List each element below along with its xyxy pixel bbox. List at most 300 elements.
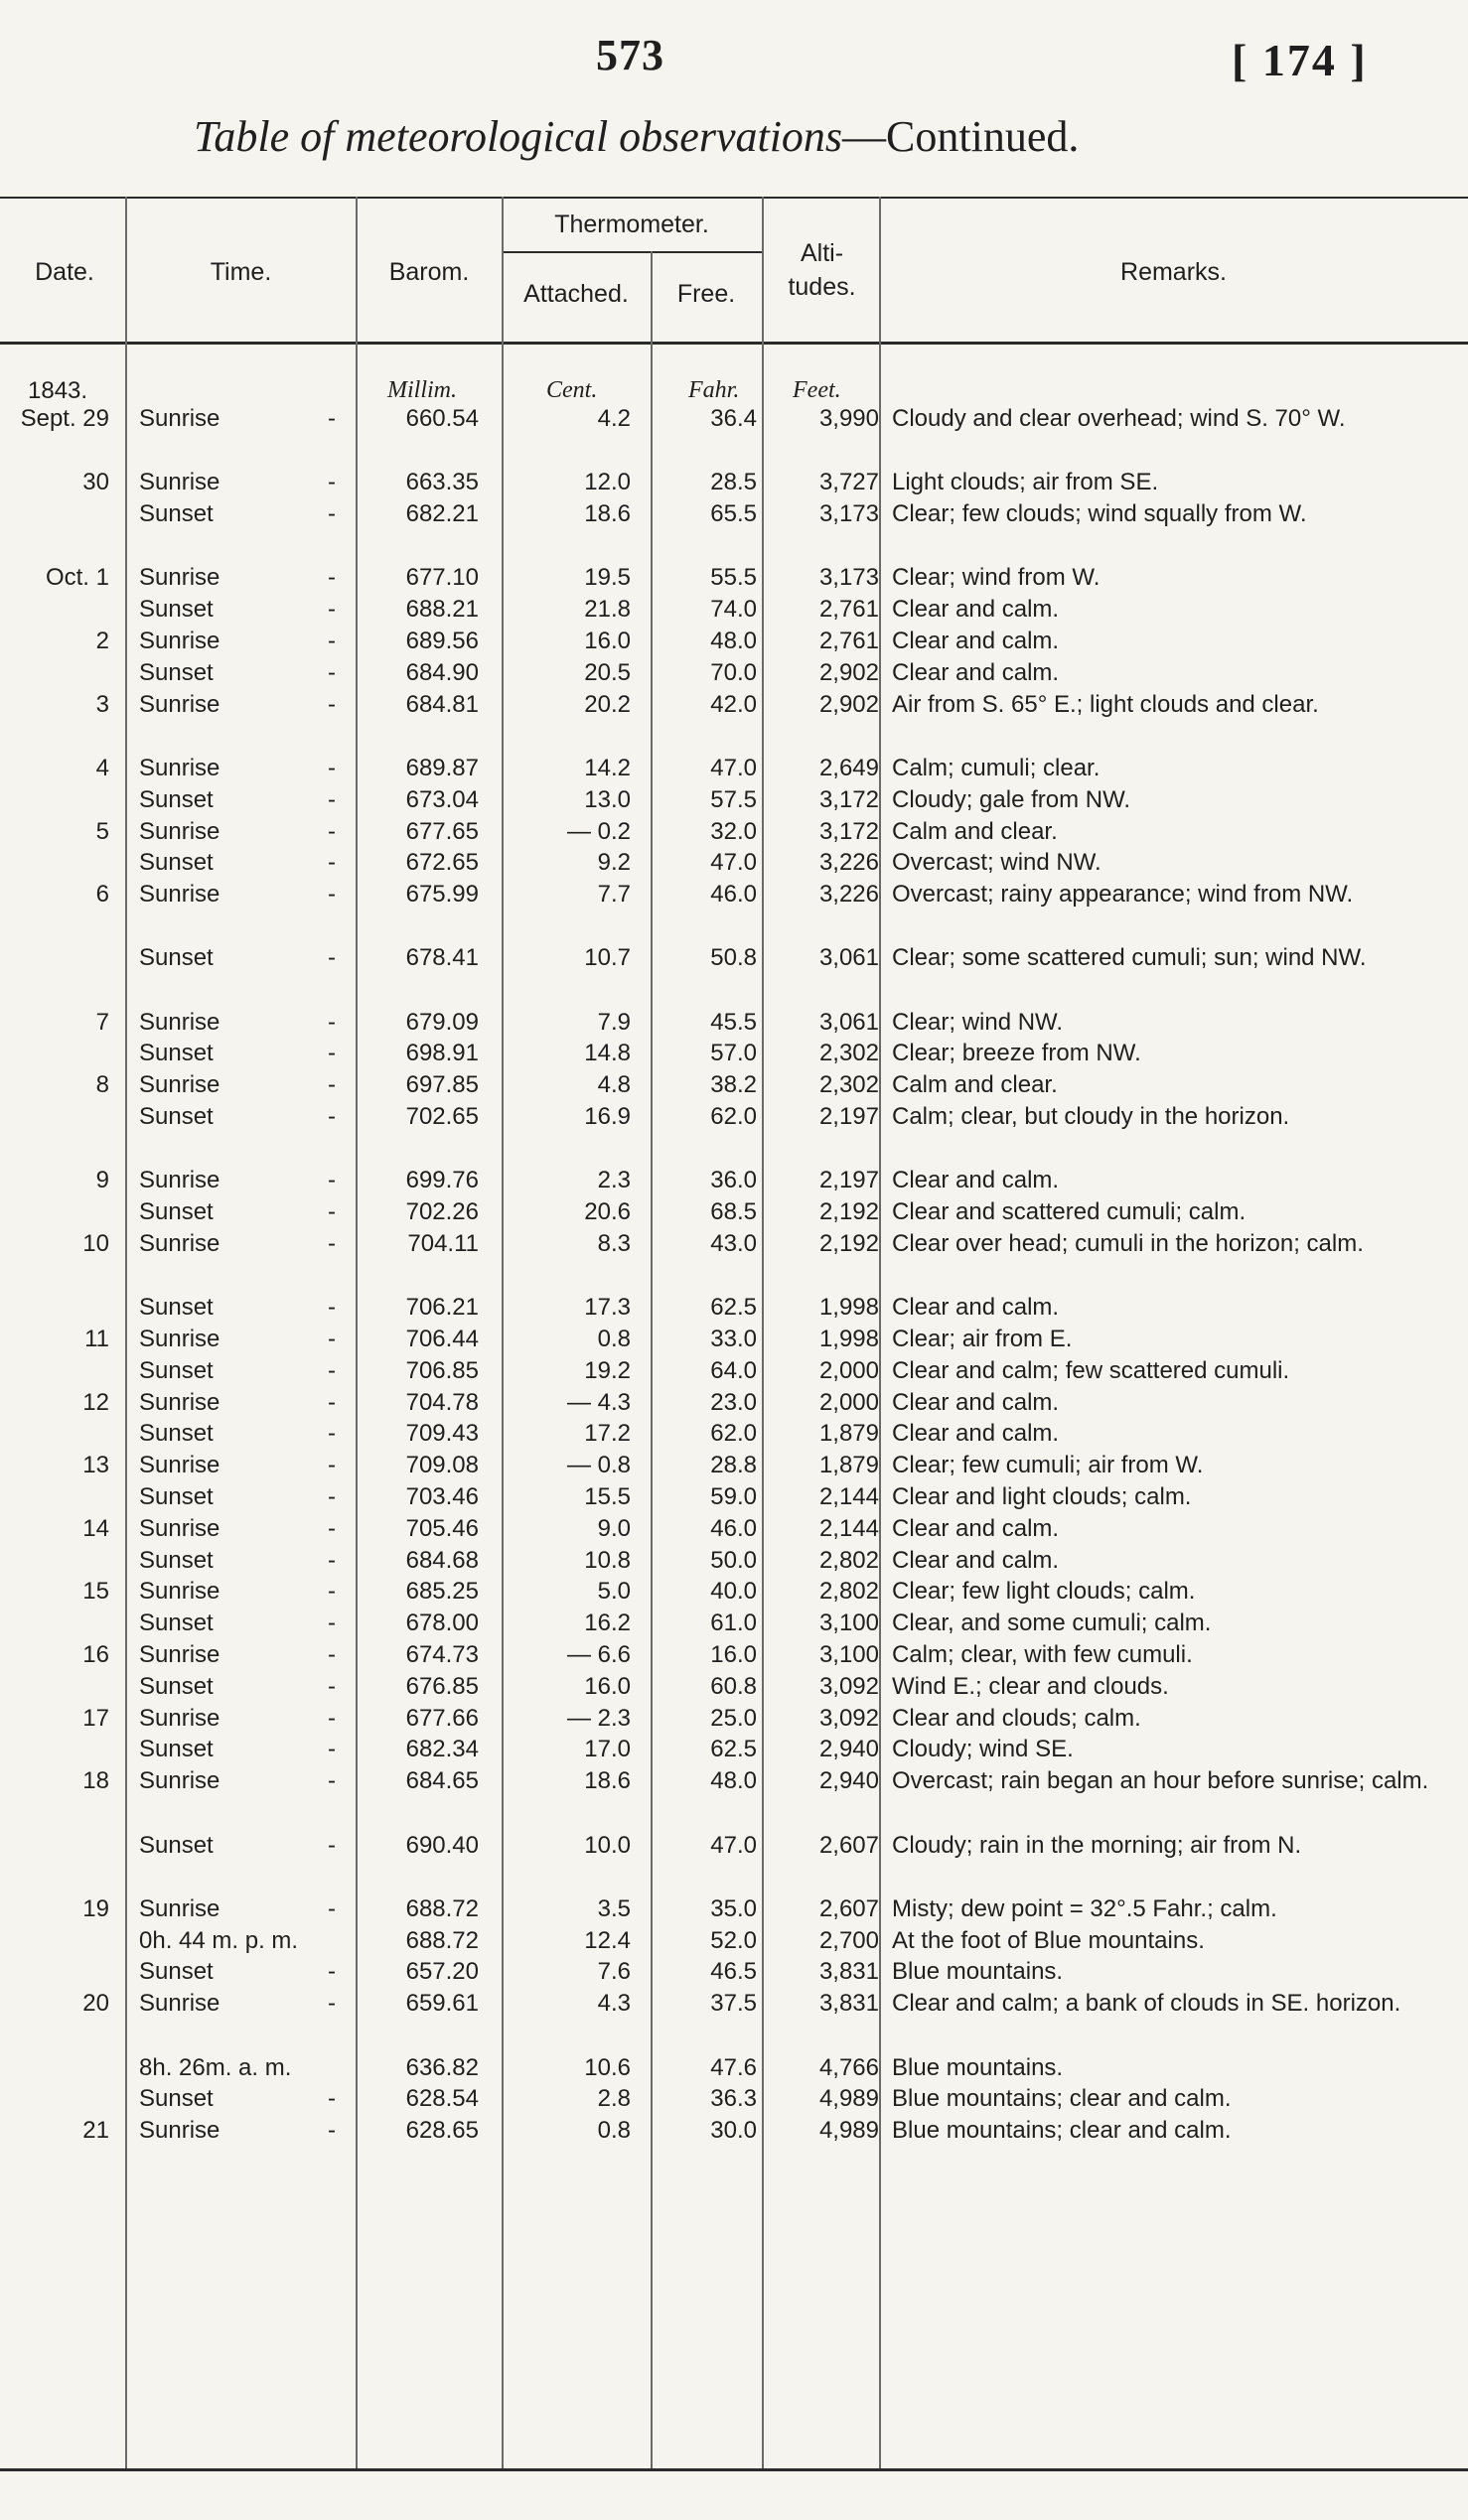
row-barometer: 678.00 bbox=[405, 1610, 479, 1636]
row-time: Sunrise bbox=[139, 1071, 220, 1098]
observations-table bbox=[0, 197, 1468, 2480]
row-time: Sunset bbox=[139, 1040, 214, 1066]
units-year: 1843. bbox=[28, 377, 88, 404]
row-thermometer-free: 23.0 bbox=[710, 1389, 757, 1416]
header-time: Time. bbox=[210, 258, 272, 286]
units-attached: Cent. bbox=[546, 377, 598, 403]
row-date: 21 bbox=[82, 2117, 109, 2144]
row-thermometer-free: 62.5 bbox=[710, 1294, 757, 1321]
row-dash: - bbox=[328, 1326, 336, 1352]
row-time: Sunset bbox=[139, 1294, 214, 1321]
row-time: Sunrise bbox=[139, 1705, 220, 1732]
page-number: 573 bbox=[596, 31, 664, 79]
row-dash: - bbox=[328, 2085, 336, 2112]
row-thermometer-attached: — 0.2 bbox=[566, 818, 631, 845]
row-thermometer-attached: 19.2 bbox=[584, 1357, 631, 1384]
row-thermometer-free: 62.0 bbox=[710, 1103, 757, 1130]
row-barometer: 675.99 bbox=[405, 881, 479, 908]
row-dash: - bbox=[328, 1103, 336, 1130]
row-barometer: 679.09 bbox=[405, 1009, 479, 1036]
row-thermometer-attached: 12.0 bbox=[584, 469, 631, 495]
row-thermometer-free: 25.0 bbox=[710, 1705, 757, 1732]
row-thermometer-free: 70.0 bbox=[710, 659, 757, 686]
row-time: Sunrise bbox=[139, 1326, 220, 1352]
title-continued: —Continued. bbox=[842, 112, 1080, 161]
row-dash: - bbox=[328, 405, 336, 432]
row-dash: - bbox=[328, 1895, 336, 1922]
row-altitude: 2,607 bbox=[818, 1832, 879, 1859]
header-date: Date. bbox=[35, 258, 94, 286]
row-barometer: 706.85 bbox=[405, 1357, 479, 1384]
row-altitude: 3,172 bbox=[818, 818, 879, 845]
row-altitude: 3,172 bbox=[818, 786, 879, 813]
row-barometer: 682.34 bbox=[405, 1736, 479, 1762]
row-time: Sunrise bbox=[139, 1389, 220, 1416]
row-barometer: 684.90 bbox=[405, 659, 479, 686]
row-time: 8h. 26m. a. m. bbox=[139, 2054, 292, 2081]
row-thermometer-free: 42.0 bbox=[710, 691, 757, 718]
row-remarks: Light clouds; air from SE. bbox=[892, 469, 1159, 495]
row-time: Sunset bbox=[139, 1198, 214, 1225]
row-remarks: Calm; clear, but cloudy in the horizon. bbox=[892, 1103, 1290, 1130]
row-time: Sunrise bbox=[139, 1515, 220, 1542]
row-altitude: 3,173 bbox=[818, 500, 879, 527]
row-dash: - bbox=[328, 1483, 336, 1510]
row-remarks: Blue mountains. bbox=[892, 1958, 1064, 1985]
units-barom: Millim. bbox=[387, 377, 457, 403]
row-remarks: Wind E.; clear and clouds. bbox=[892, 1673, 1169, 1700]
row-dash: - bbox=[328, 1420, 336, 1447]
col-divider bbox=[762, 197, 764, 2468]
row-barometer: 677.66 bbox=[405, 1705, 479, 1732]
row-dash: - bbox=[328, 944, 336, 971]
row-altitude: 4,989 bbox=[818, 2117, 879, 2144]
row-barometer: 704.11 bbox=[407, 1230, 479, 1257]
row-date: 12 bbox=[82, 1389, 109, 1416]
row-thermometer-free: 37.5 bbox=[710, 1990, 757, 2017]
row-remarks: Clear, and some cumuli; calm. bbox=[892, 1610, 1212, 1636]
row-barometer: 674.73 bbox=[405, 1641, 479, 1668]
row-dash: - bbox=[328, 1357, 336, 1384]
row-thermometer-free: 30.0 bbox=[710, 2117, 757, 2144]
row-remarks: Blue mountains. bbox=[892, 2054, 1064, 2081]
row-remarks: Clear and calm. bbox=[892, 1420, 1060, 1447]
row-altitude: 3,092 bbox=[818, 1673, 879, 1700]
row-altitude: 3,831 bbox=[818, 1958, 879, 1985]
header-bottom-rule bbox=[0, 342, 1468, 345]
row-time: Sunset bbox=[139, 1832, 214, 1859]
row-thermometer-attached: 0.8 bbox=[597, 1326, 631, 1352]
row-barometer: 698.91 bbox=[405, 1040, 479, 1066]
row-remarks: Clear and calm. bbox=[892, 1167, 1060, 1193]
row-date: 11 bbox=[84, 1326, 109, 1352]
row-thermometer-free: 36.0 bbox=[710, 1167, 757, 1193]
row-altitude: 3,173 bbox=[818, 564, 879, 591]
row-remarks: Clear and calm. bbox=[892, 596, 1060, 623]
row-thermometer-attached: 20.2 bbox=[584, 691, 631, 718]
row-barometer: 685.25 bbox=[405, 1578, 479, 1605]
row-thermometer-free: 74.0 bbox=[710, 596, 757, 623]
row-thermometer-attached: 10.7 bbox=[584, 944, 631, 971]
row-dash: - bbox=[328, 1767, 336, 1794]
row-barometer: 688.72 bbox=[405, 1895, 479, 1922]
row-time: 0h. 44 m. p. m. bbox=[139, 1927, 299, 1954]
row-thermometer-attached: 2.8 bbox=[597, 2085, 631, 2112]
row-thermometer-attached: 2.3 bbox=[597, 1167, 631, 1193]
row-barometer: 697.85 bbox=[405, 1071, 479, 1098]
row-altitude: 2,940 bbox=[818, 1736, 879, 1762]
row-dash: - bbox=[328, 628, 336, 654]
row-barometer: 677.10 bbox=[405, 564, 479, 591]
row-time: Sunrise bbox=[139, 2117, 220, 2144]
row-date: 30 bbox=[82, 469, 109, 495]
row-thermometer-free: 47.6 bbox=[710, 2054, 757, 2081]
row-thermometer-attached: 9.0 bbox=[597, 1515, 631, 1542]
row-time: Sunset bbox=[139, 659, 214, 686]
row-thermometer-attached: 12.4 bbox=[584, 1927, 631, 1954]
row-remarks: Clear and calm. bbox=[892, 628, 1060, 654]
row-remarks: Cloudy; wind SE. bbox=[892, 1736, 1074, 1762]
row-thermometer-attached: — 6.6 bbox=[566, 1641, 631, 1668]
row-altitude: 1,998 bbox=[818, 1326, 879, 1352]
row-thermometer-free: 43.0 bbox=[710, 1230, 757, 1257]
row-time: Sunset bbox=[139, 786, 214, 813]
row-thermometer-attached: 4.2 bbox=[597, 405, 631, 432]
row-thermometer-attached: 13.0 bbox=[584, 786, 631, 813]
row-time: Sunrise bbox=[139, 405, 220, 432]
row-thermometer-free: 62.0 bbox=[710, 1420, 757, 1447]
row-altitude: 2,000 bbox=[818, 1389, 879, 1416]
row-remarks: Clear; air from E. bbox=[892, 1326, 1073, 1352]
row-remarks: Clear and calm. bbox=[892, 1515, 1060, 1542]
row-remarks: Clear and calm; a bank of clouds in SE. horizon. bbox=[892, 1990, 1401, 2017]
row-altitude: 2,192 bbox=[818, 1198, 879, 1225]
row-thermometer-attached: 10.6 bbox=[584, 2054, 631, 2081]
row-time: Sunrise bbox=[139, 1452, 220, 1478]
row-thermometer-free: 55.5 bbox=[710, 564, 757, 591]
row-dash: - bbox=[328, 1958, 336, 1985]
row-thermometer-free: 48.0 bbox=[710, 1767, 757, 1794]
row-thermometer-free: 57.5 bbox=[710, 786, 757, 813]
row-altitude: 3,990 bbox=[818, 405, 879, 432]
row-remarks: Overcast; wind NW. bbox=[892, 849, 1101, 876]
row-thermometer-free: 62.5 bbox=[710, 1736, 757, 1762]
row-thermometer-attached: 17.2 bbox=[584, 1420, 631, 1447]
row-dash: - bbox=[328, 469, 336, 495]
row-thermometer-attached: 10.0 bbox=[584, 1832, 631, 1859]
row-remarks: Overcast; rainy appearance; wind from NW. bbox=[892, 881, 1354, 908]
row-dash: - bbox=[328, 1832, 336, 1859]
row-dash: - bbox=[328, 1452, 336, 1478]
row-remarks: Clear; wind from W. bbox=[892, 564, 1101, 591]
row-thermometer-attached: 4.3 bbox=[597, 1990, 631, 2017]
row-thermometer-attached: 16.0 bbox=[584, 628, 631, 654]
row-altitude: 2,649 bbox=[818, 755, 879, 781]
row-remarks: Misty; dew point = 32°.5 Fahr.; calm. bbox=[892, 1895, 1277, 1922]
row-date: 2 bbox=[95, 628, 109, 654]
col-divider bbox=[125, 197, 127, 2468]
row-altitude: 2,197 bbox=[818, 1167, 879, 1193]
row-thermometer-free: 59.0 bbox=[710, 1483, 757, 1510]
row-thermometer-attached: — 2.3 bbox=[566, 1705, 631, 1732]
row-barometer: 677.65 bbox=[405, 818, 479, 845]
row-dash: - bbox=[328, 786, 336, 813]
row-barometer: 628.65 bbox=[405, 2117, 479, 2144]
row-barometer: 702.26 bbox=[405, 1198, 479, 1225]
row-time: Sunrise bbox=[139, 1990, 220, 2017]
row-altitude: 2,761 bbox=[818, 596, 879, 623]
row-barometer: 690.40 bbox=[405, 1832, 479, 1859]
row-time: Sunset bbox=[139, 1357, 214, 1384]
row-altitude: 2,192 bbox=[818, 1230, 879, 1257]
row-altitude: 2,940 bbox=[818, 1767, 879, 1794]
row-thermometer-attached: 0.8 bbox=[597, 2117, 631, 2144]
row-time: Sunrise bbox=[139, 1009, 220, 1036]
row-date: 7 bbox=[95, 1009, 109, 1036]
table-top-rule bbox=[0, 197, 1468, 199]
row-thermometer-attached: 14.8 bbox=[584, 1040, 631, 1066]
row-dash: - bbox=[328, 1515, 336, 1542]
row-remarks: Blue mountains; clear and calm. bbox=[892, 2085, 1232, 2112]
row-date: 9 bbox=[95, 1167, 109, 1193]
row-dash: - bbox=[328, 849, 336, 876]
row-date: Oct. 1 bbox=[45, 564, 109, 591]
row-remarks: Clear; breeze from NW. bbox=[892, 1040, 1141, 1066]
row-time: Sunrise bbox=[139, 628, 220, 654]
row-thermometer-attached: 5.0 bbox=[597, 1578, 631, 1605]
row-altitude: 2,302 bbox=[818, 1040, 879, 1066]
row-dash: - bbox=[328, 1673, 336, 1700]
row-thermometer-free: 45.5 bbox=[710, 1009, 757, 1036]
row-date: 19 bbox=[82, 1895, 109, 1922]
row-thermometer-free: 32.0 bbox=[710, 818, 757, 845]
row-remarks: Clear; few light clouds; calm. bbox=[892, 1578, 1196, 1605]
row-remarks: Air from S. 65° E.; light clouds and clear. bbox=[892, 691, 1319, 718]
row-date: 16 bbox=[82, 1641, 109, 1668]
header-thermometer: Thermometer. bbox=[554, 210, 709, 238]
row-thermometer-free: 57.0 bbox=[710, 1040, 757, 1066]
row-thermometer-free: 68.5 bbox=[710, 1198, 757, 1225]
row-altitude: 2,144 bbox=[818, 1515, 879, 1542]
row-dash: - bbox=[328, 1578, 336, 1605]
row-dash: - bbox=[328, 596, 336, 623]
row-remarks: Cloudy and clear overhead; wind S. 70° W. bbox=[892, 405, 1346, 432]
row-remarks: Clear and calm. bbox=[892, 1294, 1060, 1321]
row-altitude: 1,879 bbox=[818, 1420, 879, 1447]
row-time: Sunrise bbox=[139, 1641, 220, 1668]
row-thermometer-free: 35.0 bbox=[710, 1895, 757, 1922]
row-thermometer-attached: 16.0 bbox=[584, 1673, 631, 1700]
row-barometer: 702.65 bbox=[405, 1103, 479, 1130]
row-dash: - bbox=[328, 881, 336, 908]
row-remarks: Clear; some scattered cumuli; sun; wind NW. bbox=[892, 944, 1367, 971]
row-thermometer-attached: — 4.3 bbox=[566, 1389, 631, 1416]
row-time: Sunrise bbox=[139, 755, 220, 781]
row-altitude: 3,100 bbox=[818, 1641, 879, 1668]
row-time: Sunset bbox=[139, 1610, 214, 1636]
row-time: Sunrise bbox=[139, 818, 220, 845]
row-thermometer-free: 60.8 bbox=[710, 1673, 757, 1700]
row-thermometer-attached: — 0.8 bbox=[566, 1452, 631, 1478]
row-date: 10 bbox=[82, 1230, 109, 1257]
row-remarks: Clear; few clouds; wind squally from W. bbox=[892, 500, 1307, 527]
row-thermometer-attached: 7.7 bbox=[597, 881, 631, 908]
row-thermometer-attached: 16.9 bbox=[584, 1103, 631, 1130]
row-thermometer-attached: 18.6 bbox=[584, 500, 631, 527]
row-date: 13 bbox=[82, 1452, 109, 1478]
row-barometer: 688.72 bbox=[405, 1927, 479, 1954]
row-barometer: 684.65 bbox=[405, 1767, 479, 1794]
row-altitude: 3,100 bbox=[818, 1610, 879, 1636]
header-remarks: Remarks. bbox=[1120, 258, 1227, 286]
row-remarks: Clear and light clouds; calm. bbox=[892, 1483, 1192, 1510]
row-barometer: 709.43 bbox=[405, 1420, 479, 1447]
row-thermometer-attached: 10.8 bbox=[584, 1547, 631, 1574]
row-remarks: At the foot of Blue mountains. bbox=[892, 1927, 1205, 1954]
row-time: Sunrise bbox=[139, 564, 220, 591]
row-thermometer-free: 47.0 bbox=[710, 1832, 757, 1859]
row-thermometer-attached: 3.5 bbox=[597, 1895, 631, 1922]
row-remarks: Cloudy; gale from NW. bbox=[892, 786, 1131, 813]
row-time: Sunrise bbox=[139, 1578, 220, 1605]
row-thermometer-free: 52.0 bbox=[710, 1927, 757, 1954]
row-remarks: Overcast; rain began an hour before sunrise; calm. bbox=[892, 1767, 1429, 1794]
row-thermometer-free: 36.3 bbox=[710, 2085, 757, 2112]
row-altitude: 2,607 bbox=[818, 1895, 879, 1922]
row-barometer: 706.44 bbox=[405, 1326, 479, 1352]
units-altitude: Feet. bbox=[793, 377, 841, 403]
header-barom: Barom. bbox=[388, 258, 470, 286]
table-bottom-rule bbox=[0, 2468, 1468, 2471]
row-thermometer-free: 61.0 bbox=[710, 1610, 757, 1636]
row-time: Sunset bbox=[139, 1483, 214, 1510]
row-thermometer-attached: 14.2 bbox=[584, 755, 631, 781]
row-dash: - bbox=[328, 1071, 336, 1098]
row-time: Sunset bbox=[139, 1547, 214, 1574]
row-altitude: 2,902 bbox=[818, 659, 879, 686]
row-thermometer-free: 28.8 bbox=[710, 1452, 757, 1478]
row-dash: - bbox=[328, 1990, 336, 2017]
row-time: Sunset bbox=[139, 596, 214, 623]
col-divider bbox=[651, 251, 653, 2468]
row-thermometer-attached: 8.3 bbox=[597, 1230, 631, 1257]
row-dash: - bbox=[328, 1230, 336, 1257]
row-barometer: 663.35 bbox=[405, 469, 479, 495]
row-time: Sunset bbox=[139, 1958, 214, 1985]
row-time: Sunset bbox=[139, 849, 214, 876]
row-remarks: Cloudy; rain in the morning; air from N. bbox=[892, 1832, 1302, 1859]
row-altitude: 3,226 bbox=[818, 849, 879, 876]
row-altitude: 2,000 bbox=[818, 1357, 879, 1384]
row-altitude: 1,998 bbox=[818, 1294, 879, 1321]
row-dash: - bbox=[328, 1736, 336, 1762]
row-remarks: Clear over head; cumuli in the horizon; calm. bbox=[892, 1230, 1364, 1257]
row-barometer: 704.78 bbox=[405, 1389, 479, 1416]
row-remarks: Clear and calm. bbox=[892, 1547, 1060, 1574]
thermometer-subrule bbox=[502, 251, 762, 253]
row-dash: - bbox=[328, 1389, 336, 1416]
row-date: 5 bbox=[95, 818, 109, 845]
row-barometer: 689.87 bbox=[405, 755, 479, 781]
row-thermometer-attached: 21.8 bbox=[584, 596, 631, 623]
row-thermometer-free: 47.0 bbox=[710, 849, 757, 876]
row-altitude: 2,802 bbox=[818, 1578, 879, 1605]
row-barometer: 709.08 bbox=[405, 1452, 479, 1478]
row-time: Sunset bbox=[139, 1420, 214, 1447]
row-remarks: Clear; few cumuli; air from W. bbox=[892, 1452, 1204, 1478]
row-barometer: 636.82 bbox=[405, 2054, 479, 2081]
row-thermometer-attached: 4.8 bbox=[597, 1071, 631, 1098]
row-remarks: Calm; cumuli; clear. bbox=[892, 755, 1101, 781]
row-thermometer-free: 46.5 bbox=[710, 1958, 757, 1985]
row-barometer: 684.68 bbox=[405, 1547, 479, 1574]
row-thermometer-free: 36.4 bbox=[710, 405, 757, 432]
row-date: 4 bbox=[95, 755, 109, 781]
row-dash: - bbox=[328, 1198, 336, 1225]
row-time: Sunset bbox=[139, 944, 214, 971]
row-barometer: 705.46 bbox=[405, 1515, 479, 1542]
row-date: 14 bbox=[82, 1515, 109, 1542]
row-time: Sunset bbox=[139, 1736, 214, 1762]
row-thermometer-attached: 19.5 bbox=[584, 564, 631, 591]
row-barometer: 682.21 bbox=[405, 500, 479, 527]
row-remarks: Clear; wind NW. bbox=[892, 1009, 1064, 1036]
row-barometer: 684.81 bbox=[405, 691, 479, 718]
row-thermometer-attached: 17.0 bbox=[584, 1736, 631, 1762]
row-time: Sunrise bbox=[139, 691, 220, 718]
row-thermometer-attached: 18.6 bbox=[584, 1767, 631, 1794]
units-free: Fahr. bbox=[688, 377, 740, 403]
row-dash: - bbox=[328, 691, 336, 718]
row-thermometer-attached: 20.5 bbox=[584, 659, 631, 686]
row-altitude: 3,092 bbox=[818, 1705, 879, 1732]
row-altitude: 2,302 bbox=[818, 1071, 879, 1098]
row-thermometer-free: 48.0 bbox=[710, 628, 757, 654]
row-dash: - bbox=[328, 659, 336, 686]
row-dash: - bbox=[328, 564, 336, 591]
row-thermometer-free: 38.2 bbox=[710, 1071, 757, 1098]
header-attached: Attached. bbox=[523, 280, 629, 308]
row-time: Sunrise bbox=[139, 1767, 220, 1794]
row-thermometer-attached: 16.2 bbox=[584, 1610, 631, 1636]
row-dash: - bbox=[328, 500, 336, 527]
page-title bbox=[194, 111, 1079, 162]
row-barometer: 678.41 bbox=[405, 944, 479, 971]
row-date: 3 bbox=[95, 691, 109, 718]
page-header bbox=[0, 30, 1468, 169]
row-time: Sunrise bbox=[139, 1895, 220, 1922]
row-time: Sunset bbox=[139, 1103, 214, 1130]
row-time: Sunrise bbox=[139, 469, 220, 495]
row-remarks: Clear and calm; few scattered cumuli. bbox=[892, 1357, 1290, 1384]
row-dash: - bbox=[328, 1641, 336, 1668]
row-thermometer-free: 33.0 bbox=[710, 1326, 757, 1352]
row-altitude: 2,802 bbox=[818, 1547, 879, 1574]
row-altitude: 3,831 bbox=[818, 1990, 879, 2017]
row-thermometer-attached: 9.2 bbox=[597, 849, 631, 876]
col-divider bbox=[879, 197, 881, 2468]
row-barometer: 660.54 bbox=[405, 405, 479, 432]
row-thermometer-free: 50.8 bbox=[710, 944, 757, 971]
row-time: Sunset bbox=[139, 500, 214, 527]
row-remarks: Clear and scattered cumuli; calm. bbox=[892, 1198, 1247, 1225]
row-altitude: 4,766 bbox=[818, 2054, 879, 2081]
row-date: 8 bbox=[95, 1071, 109, 1098]
row-dash: - bbox=[328, 1167, 336, 1193]
row-barometer: 676.85 bbox=[405, 1673, 479, 1700]
row-thermometer-attached: 17.3 bbox=[584, 1294, 631, 1321]
row-date: 6 bbox=[95, 881, 109, 908]
